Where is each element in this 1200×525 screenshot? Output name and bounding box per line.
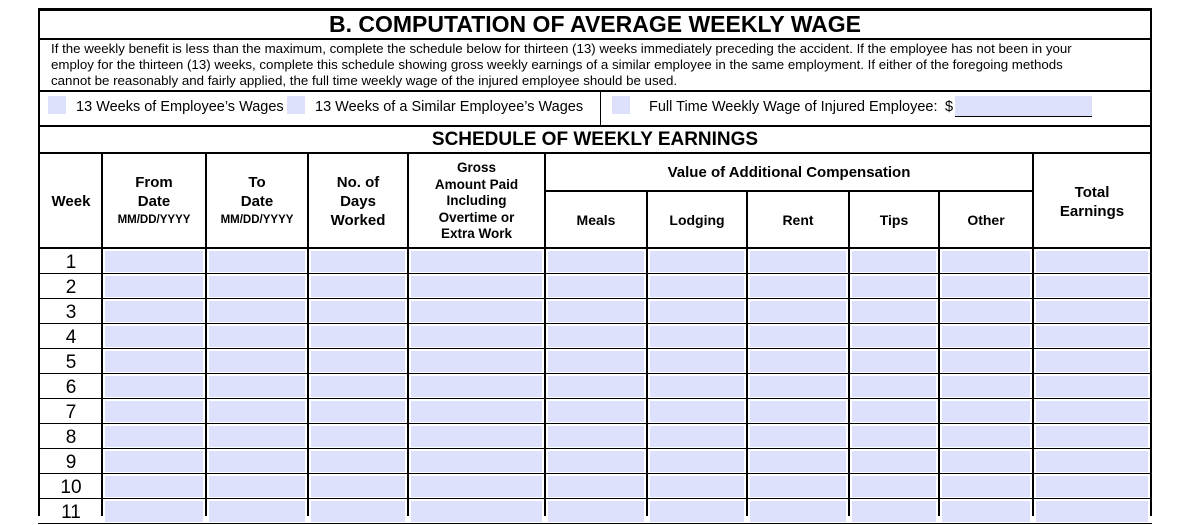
gross-amount-input[interactable] xyxy=(411,276,542,297)
rent-input[interactable] xyxy=(750,251,846,272)
other-header: Other xyxy=(967,212,1005,228)
meals-input[interactable] xyxy=(548,376,644,397)
tips-input[interactable] xyxy=(852,476,936,497)
gross-amount-input[interactable] xyxy=(411,451,542,472)
to-date-input[interactable] xyxy=(209,501,305,522)
from-date-input[interactable] xyxy=(105,401,203,422)
meals-input[interactable] xyxy=(548,276,644,297)
meals-input[interactable] xyxy=(548,351,644,372)
frame-right xyxy=(1150,8,1152,516)
total-earnings-input[interactable] xyxy=(1036,401,1148,422)
from-date-header-line-2: Date xyxy=(137,193,171,210)
rent-input[interactable] xyxy=(750,401,846,422)
col-line-gross xyxy=(544,153,546,516)
week-number: 2 xyxy=(65,277,77,298)
gross-amount-input[interactable] xyxy=(411,351,542,372)
gross-amount-input[interactable] xyxy=(411,501,542,522)
tips-input[interactable] xyxy=(852,276,936,297)
gross-header xyxy=(409,160,544,243)
row-divider xyxy=(38,273,1152,274)
week-number: 9 xyxy=(65,452,77,473)
meals-input[interactable] xyxy=(548,501,644,522)
to-date-input[interactable] xyxy=(209,251,305,272)
total-earnings-input[interactable] xyxy=(1036,501,1148,522)
lodging-input[interactable] xyxy=(650,251,744,272)
from-date-header xyxy=(103,173,205,229)
week-number: 11 xyxy=(61,502,81,523)
meals-input[interactable] xyxy=(548,451,644,472)
from-date-input[interactable] xyxy=(105,426,203,447)
col-line-lodging xyxy=(746,191,748,516)
employee-wages-checkbox[interactable] xyxy=(48,96,66,114)
other-input[interactable] xyxy=(942,376,1030,397)
week-number: 6 xyxy=(65,377,77,398)
gross-header-line-4: Overtime or xyxy=(438,209,515,225)
meals-input[interactable] xyxy=(548,326,644,347)
lodging-input[interactable] xyxy=(650,376,744,397)
week-number: 8 xyxy=(65,427,77,448)
days-worked-header xyxy=(309,173,407,230)
gross-amount-input[interactable] xyxy=(411,401,542,422)
to-date-format: MM/DD/YYYY xyxy=(220,214,294,226)
lodging-input[interactable] xyxy=(650,301,744,322)
total-earnings-input[interactable] xyxy=(1036,251,1148,272)
lodging-input[interactable] xyxy=(650,451,744,472)
from-date-input[interactable] xyxy=(105,451,203,472)
lodging-input[interactable] xyxy=(650,476,744,497)
other-input[interactable] xyxy=(942,251,1030,272)
additional-header-divider xyxy=(545,190,1033,192)
days-worked-input[interactable] xyxy=(311,401,405,422)
rent-input[interactable] xyxy=(750,501,846,522)
meals-input[interactable] xyxy=(548,401,644,422)
tips-header: Tips xyxy=(879,212,909,228)
similar-wages-checkbox[interactable] xyxy=(287,96,305,114)
to-date-input[interactable] xyxy=(209,351,305,372)
row-divider xyxy=(38,523,1152,524)
from-date-format: MM/DD/YYYY xyxy=(117,214,191,226)
week-number: 1 xyxy=(65,252,77,273)
tips-input[interactable] xyxy=(852,376,936,397)
other-input[interactable] xyxy=(942,276,1030,297)
week-number: 3 xyxy=(65,302,77,323)
week-number: 7 xyxy=(65,402,77,423)
meals-input[interactable] xyxy=(548,301,644,322)
row-divider xyxy=(38,448,1152,449)
from-date-header-line-1: From xyxy=(135,174,173,191)
week-number: 5 xyxy=(65,352,77,373)
tips-input[interactable] xyxy=(852,301,936,322)
from-date-input[interactable] xyxy=(105,501,203,522)
to-date-input[interactable] xyxy=(209,276,305,297)
title-divider xyxy=(38,38,1152,40)
section-title: B. COMPUTATION OF AVERAGE WEEKLY WAGE xyxy=(328,11,861,37)
days-worked-header-line-3: Worked xyxy=(330,212,386,229)
total-earnings-header-line-1: Total xyxy=(1074,184,1110,201)
row-divider xyxy=(38,398,1152,399)
gross-amount-input[interactable] xyxy=(411,301,542,322)
meals-input[interactable] xyxy=(548,251,644,272)
row-divider xyxy=(38,373,1152,374)
week-header: Week xyxy=(51,193,91,210)
meals-header: Meals xyxy=(576,212,616,228)
gross-header-line-3: Including xyxy=(446,193,507,208)
gross-amount-input[interactable] xyxy=(411,251,542,272)
tips-input[interactable] xyxy=(852,326,936,347)
tips-input[interactable] xyxy=(852,351,936,372)
days-worked-input[interactable] xyxy=(311,276,405,297)
days-worked-input[interactable] xyxy=(311,351,405,372)
week-number: 10 xyxy=(60,477,82,498)
to-date-header xyxy=(207,173,307,229)
rent-input[interactable] xyxy=(750,351,846,372)
to-date-input[interactable] xyxy=(209,401,305,422)
similar-wages-label: 13 Weeks of a Similar Employee’s Wages xyxy=(315,99,584,115)
from-date-input[interactable] xyxy=(105,301,203,322)
instructions-line-2: employ for the thirteen (13) weeks, complete this schedule showing gross weekly earnings of a similar employee in the same employment. If either of the foregoing methods xyxy=(51,57,1063,72)
other-input[interactable] xyxy=(942,451,1030,472)
lodging-input[interactable] xyxy=(650,326,744,347)
row-divider xyxy=(38,473,1152,474)
to-date-input[interactable] xyxy=(209,426,305,447)
total-earnings-input[interactable] xyxy=(1036,351,1148,372)
days-worked-input[interactable] xyxy=(311,301,405,322)
additional-compensation-header: Value of Additional Compensation xyxy=(667,164,911,181)
col-line-rent xyxy=(848,191,850,516)
full-time-wage-input[interactable] xyxy=(955,96,1092,116)
total-earnings-input[interactable] xyxy=(1036,376,1148,397)
total-earnings-input[interactable] xyxy=(1036,451,1148,472)
to-date-input[interactable] xyxy=(209,451,305,472)
total-earnings-input[interactable] xyxy=(1036,326,1148,347)
rent-input[interactable] xyxy=(750,451,846,472)
lodging-input[interactable] xyxy=(650,276,744,297)
instructions-line-1: If the weekly benefit is less than the maximum, complete the schedule below for thirteen (13) weeks immediately preceding the accident. If the employee has not been in your xyxy=(51,41,1072,56)
employee-wages-label: 13 Weeks of Employee’s Wages xyxy=(76,99,284,115)
total-earnings-input[interactable] xyxy=(1036,426,1148,447)
row-divider xyxy=(38,298,1152,299)
gross-header-line-1: Gross xyxy=(456,160,497,175)
options-divider xyxy=(600,91,601,125)
row-divider xyxy=(38,348,1152,349)
currency-symbol: $ xyxy=(945,99,954,115)
rent-input[interactable] xyxy=(750,476,846,497)
options-top-border xyxy=(38,90,1152,92)
lodging-input[interactable] xyxy=(650,351,744,372)
days-worked-header-line-2: Days xyxy=(340,193,376,210)
col-line-meals xyxy=(646,191,648,516)
lodging-header: Lodging xyxy=(669,212,725,228)
gross-amount-input[interactable] xyxy=(411,476,542,497)
to-date-header-line-1: To xyxy=(248,174,266,191)
other-input[interactable] xyxy=(942,351,1030,372)
lodging-input[interactable] xyxy=(650,401,744,422)
days-worked-input[interactable] xyxy=(311,501,405,522)
from-date-input[interactable] xyxy=(105,276,203,297)
full-time-checkbox[interactable] xyxy=(612,96,630,114)
header-bottom-border xyxy=(38,247,1152,249)
tips-input[interactable] xyxy=(852,426,936,447)
gross-header-line-5: Extra Work xyxy=(440,226,513,241)
from-date-input[interactable] xyxy=(105,376,203,397)
full-time-wage-underline xyxy=(955,116,1092,117)
days-worked-input[interactable] xyxy=(311,376,405,397)
to-date-input[interactable] xyxy=(209,476,305,497)
total-earnings-input[interactable] xyxy=(1036,476,1148,497)
rent-input[interactable] xyxy=(750,276,846,297)
rent-input[interactable] xyxy=(750,326,846,347)
days-worked-input[interactable] xyxy=(311,476,405,497)
other-input[interactable] xyxy=(942,301,1030,322)
meals-input[interactable] xyxy=(548,426,644,447)
gross-amount-input[interactable] xyxy=(411,426,542,447)
from-date-input[interactable] xyxy=(105,251,203,272)
to-date-input[interactable] xyxy=(209,301,305,322)
gross-amount-input[interactable] xyxy=(411,376,542,397)
total-earnings-input[interactable] xyxy=(1036,276,1148,297)
schedule-title: SCHEDULE OF WEEKLY EARNINGS xyxy=(431,129,759,150)
tips-input[interactable] xyxy=(852,501,936,522)
options-bottom-border xyxy=(38,125,1152,127)
days-worked-header-line-1: No. of xyxy=(336,174,380,191)
gross-amount-input[interactable] xyxy=(411,326,542,347)
to-date-input[interactable] xyxy=(209,376,305,397)
from-date-input[interactable] xyxy=(105,476,203,497)
rent-input[interactable] xyxy=(750,426,846,447)
days-worked-input[interactable] xyxy=(311,426,405,447)
tips-input[interactable] xyxy=(852,401,936,422)
other-input[interactable] xyxy=(942,476,1030,497)
to-date-header-line-2: Date xyxy=(240,193,274,210)
week-number: 4 xyxy=(65,327,77,348)
col-line-tips xyxy=(938,191,940,516)
other-input[interactable] xyxy=(942,501,1030,522)
full-time-label: Full Time Weekly Wage of Injured Employee: xyxy=(649,99,938,115)
instructions-line-3: cannot be reasonably and fairly applied, the full time weekly wage of the injured employee should be used. xyxy=(51,73,678,88)
meals-input[interactable] xyxy=(548,476,644,497)
other-input[interactable] xyxy=(942,401,1030,422)
days-worked-input[interactable] xyxy=(311,451,405,472)
to-date-input[interactable] xyxy=(209,326,305,347)
total-earnings-header xyxy=(1034,183,1150,221)
tips-input[interactable] xyxy=(852,451,936,472)
total-earnings-input[interactable] xyxy=(1036,301,1148,322)
row-divider xyxy=(38,498,1152,499)
from-date-input[interactable] xyxy=(105,326,203,347)
rent-input[interactable] xyxy=(750,301,846,322)
lodging-input[interactable] xyxy=(650,426,744,447)
days-worked-input[interactable] xyxy=(311,326,405,347)
tips-input[interactable] xyxy=(852,251,936,272)
days-worked-input[interactable] xyxy=(311,251,405,272)
other-input[interactable] xyxy=(942,426,1030,447)
from-date-input[interactable] xyxy=(105,351,203,372)
row-divider xyxy=(38,423,1152,424)
row-divider xyxy=(38,323,1152,324)
total-earnings-header-line-2: Earnings xyxy=(1059,203,1125,220)
rent-header: Rent xyxy=(782,212,814,228)
other-input[interactable] xyxy=(942,326,1030,347)
gross-header-line-2: Amount Paid xyxy=(434,176,519,192)
rent-input[interactable] xyxy=(750,376,846,397)
lodging-input[interactable] xyxy=(650,501,744,522)
